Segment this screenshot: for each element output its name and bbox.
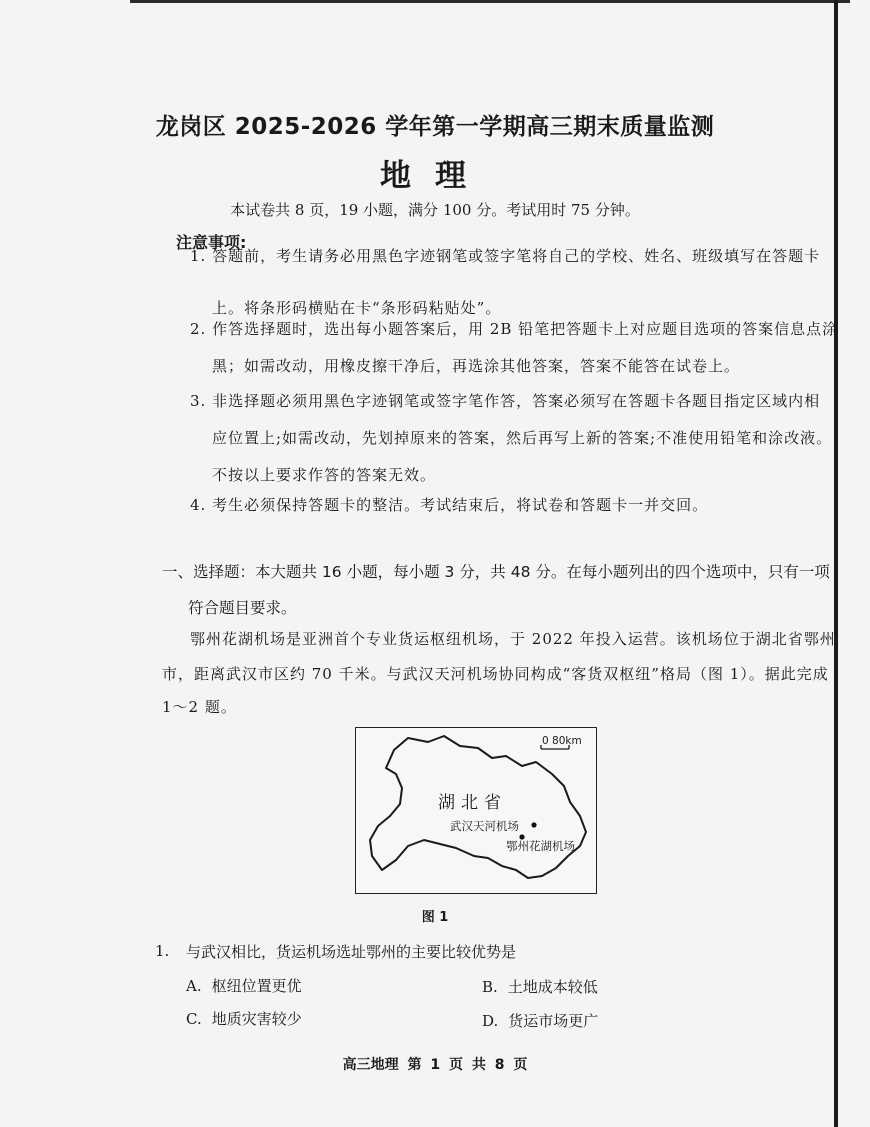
subject-title: 地理	[380, 158, 490, 194]
question-number: 1.	[155, 942, 170, 960]
wuhan-airport-label: 武汉天河机场	[450, 819, 519, 833]
option-text: 枢纽位置更优	[211, 977, 302, 995]
page-footer: 高三地理 第 1 页 共 8 页	[342, 1057, 528, 1073]
passage-line: 1～2 题。	[162, 698, 237, 716]
notice-heading: 注意事项:	[176, 233, 247, 252]
option-b	[482, 976, 598, 997]
figure-caption: 图 1	[421, 910, 449, 925]
section-heading-cont: 符合题目要求。	[188, 599, 297, 617]
scan-edge-top	[130, 0, 850, 3]
option-key: A.	[186, 977, 202, 995]
passage-line: 鄂州花湖机场是亚洲首个专业货运枢纽机场，于 2022 年投入运营。该机场位于湖北省鄂州	[190, 630, 836, 648]
notice-line: 1. 答题前，考生请务必用黑色字迹钢笔或签字笔将自己的学校、姓名、班级填写在答题卡	[190, 247, 821, 265]
province-label: 湖北省	[438, 793, 507, 813]
notice-line: 4. 考生必须保持答题卡的整洁。考试结束后，将试卷和答题卡一并交回。	[190, 496, 709, 514]
option-key: B.	[482, 978, 498, 996]
notice-line: 不按以上要求作答的答案无效。	[212, 466, 437, 484]
option-a	[186, 975, 302, 996]
notice-line: 应位置上;如需改动，先划掉原来的答案，然后再写上新的答案;不准使用铅笔和涂改液。	[212, 429, 833, 447]
question-text: 与武汉相比，货运机场选址鄂州的主要比较优势是	[186, 943, 517, 961]
option-d	[482, 1010, 598, 1031]
notice-line: 3. 非选择题必须用黑色字迹钢笔或签字笔作答，答案必须写在答题卡各题目指定区域内相	[190, 392, 821, 410]
notice-line: 黑；如需改动，用橡皮擦干净后，再选涂其他答案，答案不能答在试卷上。	[212, 357, 741, 375]
wuhan-airport-dot	[531, 822, 536, 827]
passage-line: 市，距离武汉市区约 70 千米。与武汉天河机场协同构成“客货双枢纽”格局（图 1）。据此完成	[162, 665, 829, 683]
notice-line: 2. 作答选择题时，选出每小题答案后，用 2B 铅笔把答题卡上对应题目选项的答案信息点涂	[190, 320, 839, 338]
notice-line: 上。将条形码横贴在卡“条形码粘贴处”。	[212, 299, 502, 317]
option-text: 土地成本较低	[507, 978, 598, 996]
option-key: C.	[186, 1010, 202, 1028]
option-key: D.	[482, 1012, 499, 1030]
option-c	[186, 1008, 302, 1029]
exam-meta: 本试卷共 8 页，19 小题，满分 100 分。考试用时 75 分钟。	[230, 201, 640, 219]
option-text: 地质灾害较少	[211, 1010, 302, 1028]
figure-map	[355, 727, 597, 894]
scale-bar-label: 0 80km	[542, 735, 582, 747]
exam-title: 龙岗区 2025-2026 学年第一学期高三期末质量监测	[155, 114, 715, 140]
section-heading: 一、选择题：本大题共 16 小题，每小题 3 分，共 48 分。在每小题列出的四个选项中，只有一项	[162, 563, 830, 581]
option-text: 货运市场更广	[508, 1012, 599, 1030]
ezhou-airport-label: 鄂州花湖机场	[506, 839, 575, 853]
